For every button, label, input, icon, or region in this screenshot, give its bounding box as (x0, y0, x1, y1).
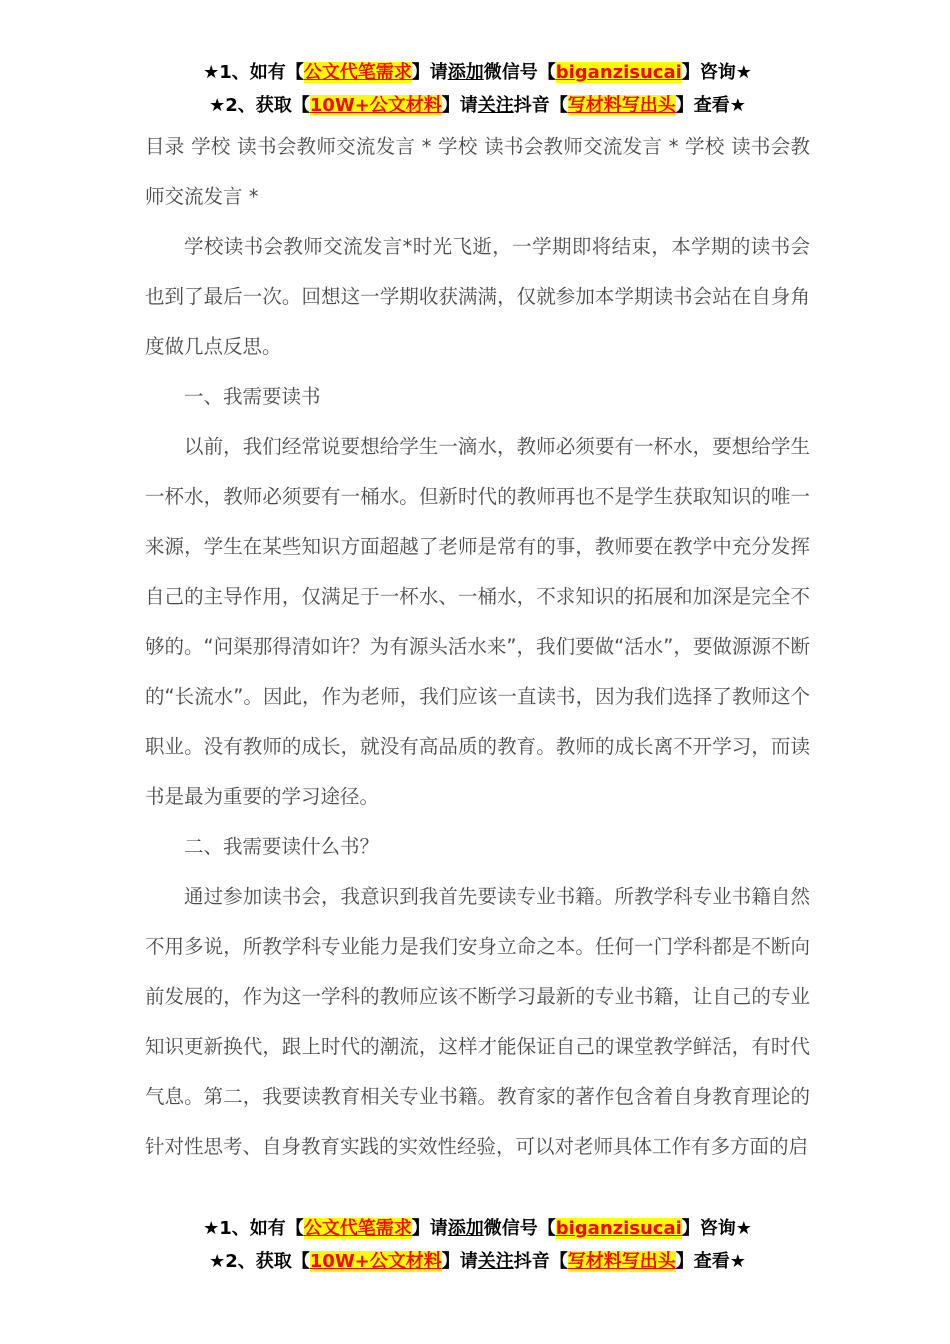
wechat-id-highlight: biganzisucai (555, 1218, 682, 1239)
wechat-id-highlight: biganzisucai (555, 62, 682, 83)
follow-action-underline: 关注 (477, 1251, 514, 1272)
section-2-paragraph: 通过参加读书会，我意识到我首先要读专业书籍。所教学科专业书籍自然不用多说，所教学科专业能力是我们安身立命之本。任何一门学科都是不断向前发展的，作为这一学科的教师应该不断学习最新的专业书籍，让自己的专业知识更新换代，跟上时代的潮流，这样才能保证自己的课堂教学鲜活，有时代气息。第二，我要读教育相关专业书籍。教育家的著作包含着自身教育理论的针对性思考、自身教育实践的实效性经验，可以对老师具体工作有多方面的启 (145, 885, 810, 1158)
ad1-prefix: ★1、如有【 (203, 1218, 304, 1239)
ad2-prefix: ★2、获取【 (209, 1251, 310, 1272)
ad2-suffix: 】查看★ (675, 1251, 746, 1272)
material-highlight: 10W+公文材料 (309, 95, 442, 116)
ad2-mid-2: 抖音【 (513, 95, 568, 116)
section-heading-2: 二、我需要读什么书？ (184, 835, 380, 858)
ad-banner-top (145, 56, 810, 122)
ad-line-2-bottom (145, 1245, 810, 1278)
add-action-underline: 添加 (447, 1218, 484, 1239)
section-heading-1: 一、我需要读书 (184, 385, 321, 408)
ad2-mid-1: 】请 (441, 1251, 478, 1272)
ad-banner-bottom (145, 1212, 810, 1278)
douyin-name-highlight: 写材料写出头 (567, 95, 676, 116)
ad2-prefix: ★2、获取【 (209, 95, 310, 116)
ad2-mid-2: 抖音【 (513, 1251, 568, 1272)
douyin-name-highlight: 写材料写出头 (567, 1251, 676, 1272)
ad-line-1-bottom (145, 1212, 810, 1245)
ad1-mid-1: 】请 (411, 1218, 448, 1239)
section-1-paragraph: 以前，我们经常说要想给学生一滴水，教师必须要有一杯水，要想给学生一杯水，教师必须要有一桶水。但新时代的教师再也不是学生获取知识的唯一来源，学生在某些知识方面超越了老师是常有的事，教师要在教学中充分发挥自己的主导作用，仅满足于一杯水、一桶水，不求知识的拓展和加深是完全不够的。“问渠那得清如许？为有源头活水来”，我们要做“活水”，要做源源不断的“长流水”。因此，作为老师，我们应该一直读书，因为我们选择了教师这个职业。没有教师的成长，就没有高品质的教育。教师的成长离不开学习，而读书是最为重要的学习途径。 (145, 435, 810, 808)
ad1-mid-1: 】请 (411, 62, 448, 83)
ad1-suffix: 】咨询★ (681, 62, 752, 83)
document-body (145, 122, 810, 1172)
service-need-highlight: 公文代笔需求 (303, 62, 412, 83)
material-highlight: 10W+公文材料 (309, 1251, 442, 1272)
ad2-mid-1: 】请 (441, 95, 478, 116)
ad2-suffix: 】查看★ (675, 95, 746, 116)
intro-paragraph: 学校读书会教师交流发言*时光飞逝，一学期即将结束，本学期的读书会也到了最后一次。回想这一学期收获满满，仅就参加本学期读书会站在自身角度做几点反思。 (145, 235, 810, 358)
follow-action-underline: 关注 (477, 95, 514, 116)
ad1-prefix: ★1、如有【 (203, 62, 304, 83)
ad1-mid-2: 微信号【 (483, 1218, 556, 1239)
service-need-highlight: 公文代笔需求 (303, 1218, 412, 1239)
add-action-underline: 添加 (447, 62, 484, 83)
toc-paragraph: 目录 学校 读书会教师交流发言 * 学校 读书会教师交流发言 * 学校 读书会教师交流发言 * (145, 135, 810, 208)
ad1-mid-2: 微信号【 (483, 62, 556, 83)
ad-line-1 (145, 56, 810, 89)
ad-line-2 (145, 89, 810, 122)
ad1-suffix: 】咨询★ (681, 1218, 752, 1239)
